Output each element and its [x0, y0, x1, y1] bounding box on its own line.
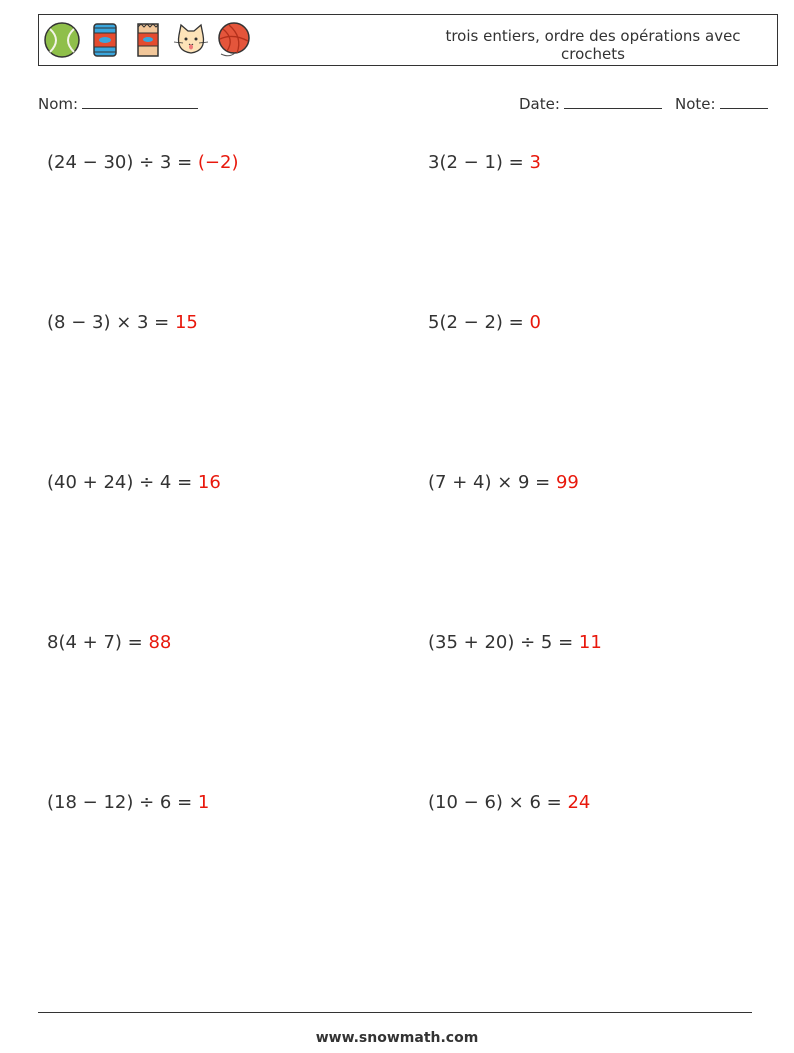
problem-answer: 16 [197, 472, 221, 493]
problem-9 [47, 792, 209, 813]
cat-face-icon [172, 21, 210, 59]
problem-answer: 24 [567, 792, 591, 813]
footer-url[interactable]: www.snowmath.com [315, 1030, 479, 1046]
problem-expression: (8 − 3) × 3 = [47, 312, 175, 333]
problem-answer: 88 [148, 632, 172, 653]
problem-expression: 5(2 − 2) = [428, 312, 530, 333]
name-field[interactable] [38, 94, 198, 113]
problem-1 [47, 152, 238, 173]
tennis-ball-icon [43, 21, 81, 59]
problem-8 [428, 632, 602, 653]
problem-6 [428, 472, 579, 493]
problem-expression: (35 + 20) ÷ 5 = [428, 632, 579, 653]
problem-expression: 3(2 − 1) = [428, 152, 530, 173]
problem-5 [47, 472, 221, 493]
problem-answer: (−2) [197, 152, 239, 173]
problem-answer: 0 [529, 312, 541, 333]
problem-10 [428, 792, 590, 813]
problem-answer: 15 [174, 312, 198, 333]
problem-7 [47, 632, 171, 653]
problem-answer: 99 [555, 472, 579, 493]
problem-2 [428, 152, 541, 173]
problem-expression: (10 − 6) × 6 = [428, 792, 568, 813]
date-field[interactable] [519, 94, 662, 113]
problem-answer: 1 [197, 792, 210, 813]
date-label: Date: [519, 95, 560, 113]
grade-label: Note: [675, 95, 716, 113]
problem-answer: 3 [529, 152, 541, 173]
date-blank[interactable] [564, 94, 662, 109]
problem-expression: 8(4 + 7) = [47, 632, 149, 653]
cat-food-bag-icon [129, 21, 167, 59]
problem-expression: (7 + 4) × 9 = [428, 472, 556, 493]
grade-blank[interactable] [720, 94, 768, 109]
header-icons [43, 21, 253, 59]
problem-expression: (24 − 30) ÷ 3 = [47, 152, 198, 173]
yarn-ball-icon [215, 21, 253, 59]
worksheet-header [38, 14, 778, 66]
grade-field[interactable] [675, 94, 768, 113]
problem-expression: (40 + 24) ÷ 4 = [47, 472, 198, 493]
problem-4 [428, 312, 541, 333]
problem-3 [47, 312, 198, 333]
footer-divider [38, 1012, 752, 1013]
worksheet-title: trois entiers, ordre des opérations avec crochets [445, 27, 741, 63]
cat-food-can-icon [86, 21, 124, 59]
name-label: Nom: [38, 95, 79, 113]
problem-answer: 11 [578, 632, 602, 653]
name-blank[interactable] [82, 94, 198, 109]
problem-expression: (18 − 12) ÷ 6 = [47, 792, 198, 813]
